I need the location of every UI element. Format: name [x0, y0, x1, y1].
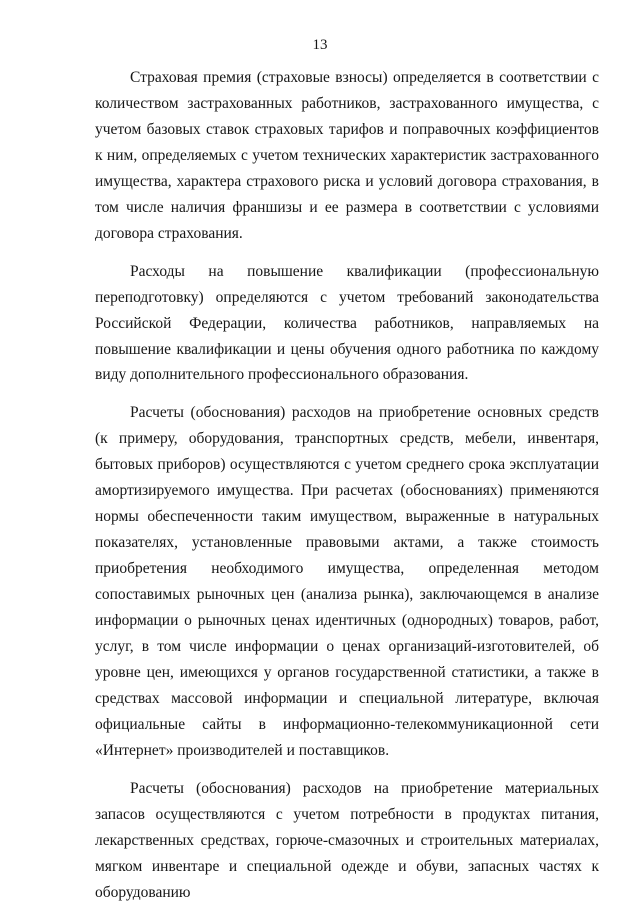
document-body: [95, 65, 599, 906]
paragraph-qualification-expenses: Расходы на повышение квалификации (профессиональную переподготовку) определяются с учетом требований законодательства Российской Федерации, количества работников, направляемых на повышение квалификации и цены обучения одного работника по каждому виду дополнительного профессионального образования.: [95, 262, 599, 384]
paragraph-material-stocks: Расчеты (обоснования) расходов на приобретение материальных запасов осуществляются с учетом потребности в продуктах питания, лекарственных средствах, горюче-смазочных и строительных материалах, мягком инвентаре и специальной одежде и обуви, запасных частях к оборудованию: [95, 779, 599, 901]
page-number: 13: [312, 37, 328, 53]
paragraph-insurance-premium: Страховая премия (страховые взносы) определяется в соответствии с количеством застрахованных работников, застрахованного имущества, с учетом базовых ставок страховых тарифов и поправочных коэффициентов к ним, определяемых с учетом технических характеристик застрахованного имущества, характера страхового риска и условий договора страхования, в том числе наличия франшизы и ее размера в соответствии с условиями договора страхования.: [95, 69, 599, 242]
paragraph-fixed-assets: Расчеты (обоснования) расходов на приобретение основных средств (к примеру, оборудования, транспортных средств, мебели, инвентаря, бытовых приборов) осуществляются с учетом среднего срока эксплуатации амортизируемого имущества. При расчетах (обоснованиях) применяются нормы обеспеченности таким имуществом, выраженные в натуральных показателях, установленные правовыми актами, а также стоимость приобретения необходимого имущества, определенная методом сопоставимых рыночных цен (анализа рынка), заключающемся в анализе информации о рыночных ценах идентичных (однородных) товаров, работ, услуг, в том числе информации о ценах организаций-изготовителей, об уровне цен, имеющихся у органов государственной статистики, а также в средствах массовой информации и специальной литературе, включая официальные сайты в информационно-телекоммуникационной сети «Интернет» производителей и поставщиков.: [95, 404, 599, 759]
